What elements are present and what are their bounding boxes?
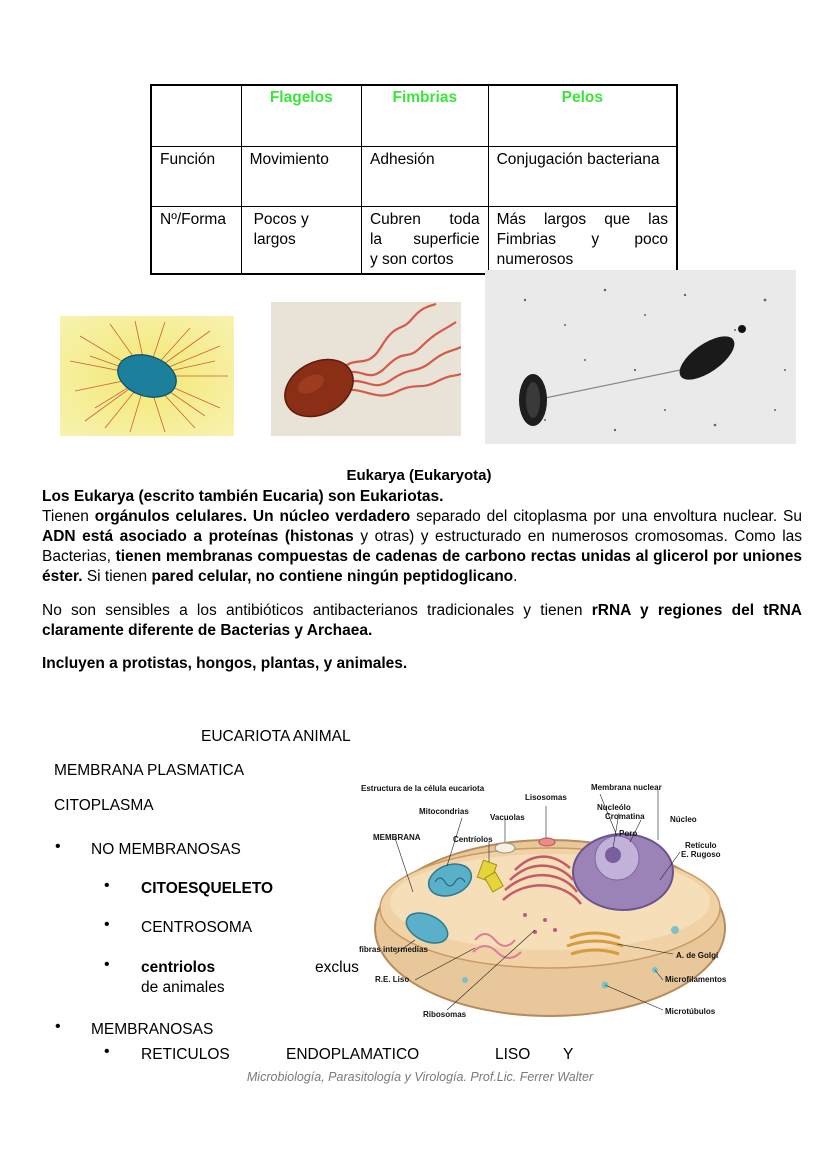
cell-fimbrias-funcion: Adhesión [361, 147, 488, 207]
table-header-pelos: Pelos [488, 85, 677, 147]
text-run-bold: pared celular, no contiene ningún peptidoglicano [151, 568, 514, 585]
label-nucleolo: Nucleólo [597, 803, 631, 812]
cell-flagelos-funcion: Movimiento [241, 147, 361, 207]
text-run: y otras) y estructurado en numerosos cromosomas. Como las Bacterias, [42, 528, 803, 565]
table-row [151, 147, 677, 207]
label-e-rugoso: E. Rugoso [681, 850, 721, 859]
label-nucleo: Núcleo [670, 815, 697, 824]
bullet-icon: • [55, 1018, 61, 1035]
outline-centrosoma: CENTROSOMA [141, 919, 253, 936]
text-run: No son sensibles a los antibióticos antibacterianos tradicionales y tienen [42, 602, 592, 619]
bullet-icon: • [104, 916, 110, 933]
outline-citoesqueleto: CITOESQUELETO [141, 880, 274, 897]
bullet-icon: • [104, 877, 110, 894]
label-vacuolas: Vacuolas [490, 813, 525, 822]
paragraph-3: Incluyen a protistas, hongos, plantas, y animales. [42, 655, 408, 672]
bullet-icon: • [104, 1043, 110, 1060]
outline-y: Y [563, 1046, 574, 1063]
row-label-funcion: Función [151, 147, 241, 207]
text-run: Tienen [42, 508, 95, 525]
label-membrana-nuclear: Membrana nuclear [591, 783, 662, 792]
cell-line: y son cortos [369, 251, 454, 268]
cell-line: Más largos que las [496, 211, 668, 228]
fimbriae-bacterium-image [60, 316, 234, 436]
label-cromatina: Cromatina [605, 812, 645, 821]
cell-flagelos-forma [241, 207, 361, 275]
label-fibras-intermedias: fibras intermedias [359, 945, 428, 954]
cell-pelos-forma [488, 207, 677, 275]
outline-de-animales: de animales [141, 979, 225, 996]
section-intro: Los Eukarya (escrito también Eucaria) son Eukariotas. [42, 488, 444, 505]
paragraph-2 [42, 601, 802, 641]
text-run-bold: rRNA y regiones del tRNA claramente diferente de Bacterias y Archaea. [42, 602, 802, 639]
appendages-table [150, 84, 678, 275]
diagram-title: Estructura de la célula eucariota [361, 784, 485, 793]
cell-fimbrias-forma [361, 207, 488, 275]
label-re-liso: R.E. Liso [375, 975, 410, 984]
outline-centriolos: centriolos [141, 959, 216, 976]
bullet-icon: • [55, 838, 61, 855]
bullet-icon: • [104, 956, 110, 973]
outline-exclus: exclus [315, 959, 359, 976]
label-poro: Poro [619, 829, 638, 838]
table-row [151, 207, 677, 275]
outline-citoplasma: CITOPLASMA [54, 797, 154, 814]
pilus-conjugation-image [485, 270, 796, 444]
row-label-forma: Nº/Forma [151, 207, 241, 275]
label-microtubulos: Microtúbulos [665, 1007, 716, 1016]
label-membrana: MEMBRANA [373, 833, 421, 842]
label-centriolos: Centríolos [453, 835, 493, 844]
cell-line: Fimbrias y poco [496, 231, 668, 248]
cell-line: Cubren toda [369, 211, 480, 228]
label-golgi: A. de Golgi [676, 951, 719, 960]
outline-no-membranosas: NO MEMBRANOSAS [91, 841, 241, 858]
section-title: Eukarya (Eukaryota) [346, 467, 492, 484]
text-run: separado del citoplasma por una envoltura nuclear. Su [410, 508, 802, 525]
table-header-fimbrias: Fimbrias [361, 85, 488, 147]
cell-line: numerosos [496, 251, 574, 268]
cell-pelos-funcion: Conjugación bacteriana [488, 147, 677, 207]
outline-reticulos: RETICULOS [141, 1046, 230, 1063]
text-run-bold: ADN está asociado a proteínas (histonas [42, 528, 354, 545]
text-run-bold: tienen membranas compuestas de cadenas de carbono rectas unidas al glicerol por uniones éster. [42, 548, 802, 585]
table-header-flagelos: Flagelos [241, 85, 361, 147]
label-reticulo: Retículo [685, 841, 717, 850]
cell-flagelos-forma-text: Pocos y largos [253, 211, 309, 248]
label-lisosomas: Lisosomas [525, 793, 567, 802]
label-microfilamentos: Microfilamentos [665, 975, 727, 984]
page-footer: Microbiología, Parasitología y Virología. Prof.Lic. Ferrer Walter [246, 1070, 594, 1084]
text-run: Si tienen [82, 568, 152, 585]
label-ribosomas: Ribosomas [423, 1010, 467, 1019]
outline-membranosas: MEMBRANOSAS [91, 1021, 214, 1038]
cell-line: la superficie [369, 231, 480, 248]
outline-liso: LISO [495, 1046, 531, 1063]
flagellum-bacterium-image [271, 302, 461, 436]
eukaryotic-cell-diagram [355, 780, 755, 1026]
outline-endoplamatico: ENDOPLAMATICO [286, 1046, 420, 1063]
table-header-empty [151, 85, 241, 147]
table-header-row [151, 85, 677, 147]
paragraph-1 [42, 507, 802, 587]
text-run-bold: orgánulos celulares. Un núcleo verdadero [94, 508, 411, 525]
outline-membrana: MEMBRANA PLASMATICA [54, 762, 245, 779]
outline-heading: EUCARIOTA ANIMAL [201, 728, 351, 745]
label-mitocondrias: Mitocondrias [419, 807, 469, 816]
text-run: . [513, 568, 518, 585]
